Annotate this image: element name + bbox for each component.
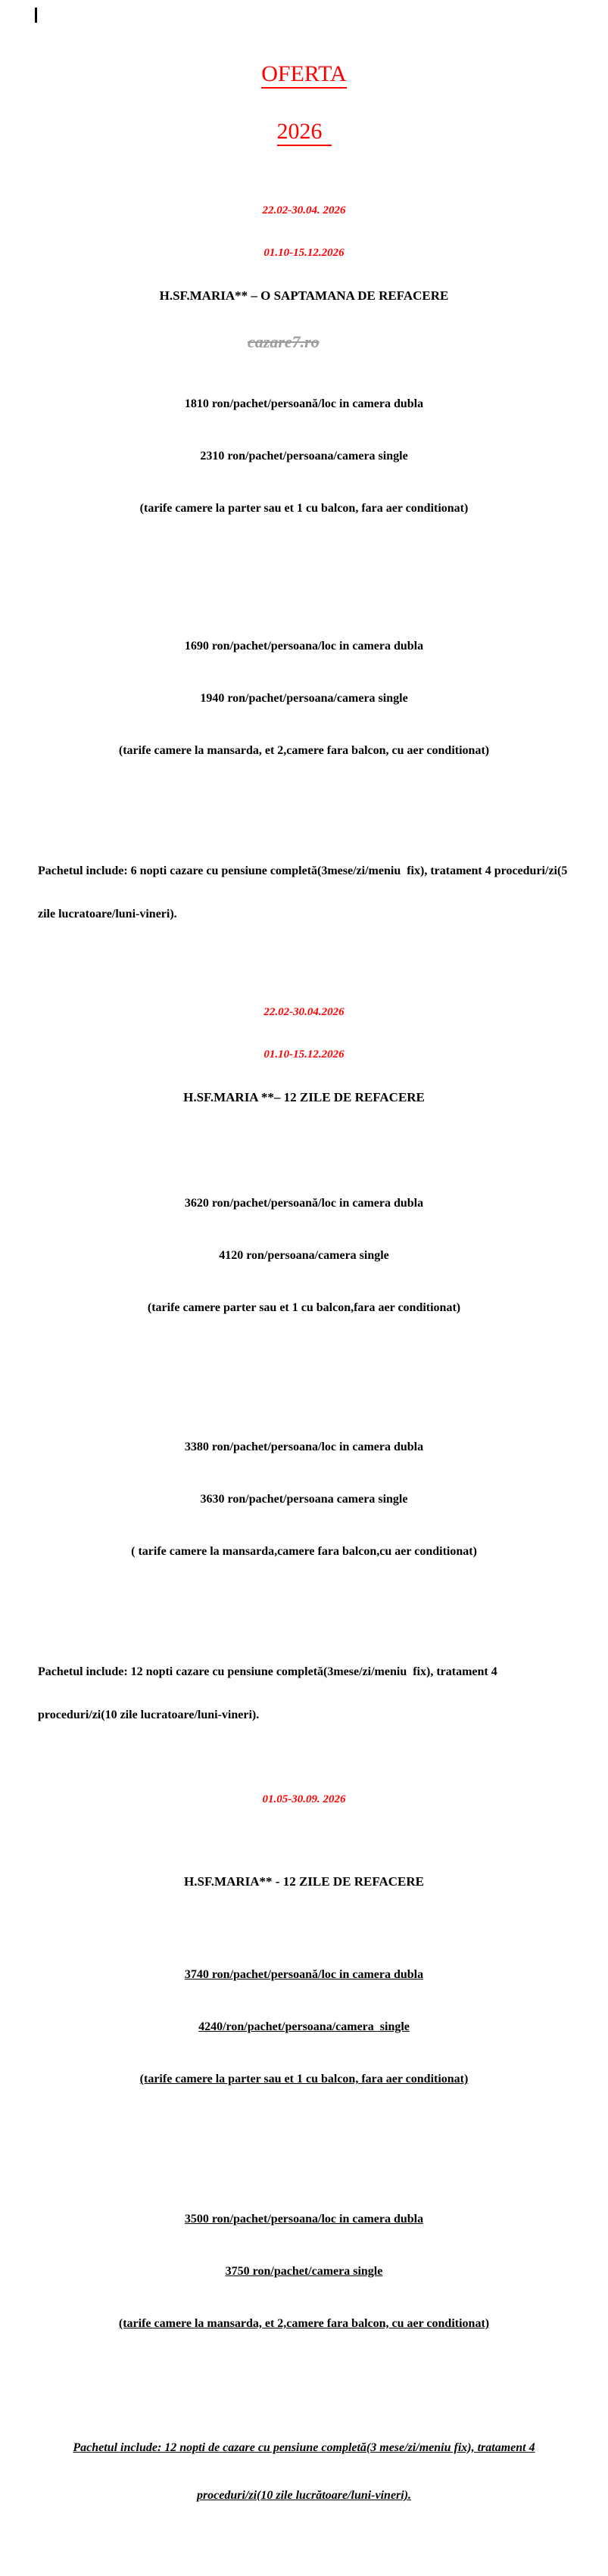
price-line: 4240/ron/pachet/persoana/camera single (198, 2020, 410, 2033)
watermark: cazare7.ro (248, 332, 320, 351)
price-line: 1940 ron/pachet/persoana/camera single (200, 692, 408, 705)
price-line: 4120 ron/persoana/camera single (219, 1249, 389, 1262)
package-note-line: Pachetul include: 12 nopti de cazare cu pensiune completă(3 mese/zi/meniu fix), tratament 4 (73, 2441, 535, 2454)
tariff-note-line: (tarife camere parter sau et 1 cu balcon,fara aer conditionat) (147, 1301, 461, 1314)
season-date: 01.10-15.12.2026 (263, 247, 345, 259)
package-note (38, 1636, 570, 1751)
package-note-line: Pachetul include: 12 nopti cazare cu pensiune completă(3mese/zi/meniu fix), tratament 4 (38, 1665, 497, 1678)
price-block (38, 603, 570, 794)
package-note-line: Pachetul include: 6 nopti cazare cu pensiune completă(3mese/zi/meniu fix), tratament 4 proceduri/zi(5 (38, 864, 568, 877)
price-line: 3630 ron/pachet/persoana camera single (200, 1493, 408, 1506)
season-date: 22.02-30.04. 2026 (262, 204, 346, 216)
price-block (38, 1403, 570, 1595)
price-block (38, 360, 570, 552)
package-note (38, 2408, 570, 2535)
page-title-text: OFERTA (261, 62, 346, 89)
season-date: 01.05-30.09. 2026 (262, 1793, 346, 1805)
section-heading: H.SF.MARIA** - 12 ZILE DE REFACERE (184, 1874, 424, 1889)
season-date: 01.10-15.12.2026 (263, 1048, 345, 1061)
page-title-year (38, 117, 570, 147)
tariff-note-line: (tarife camere la mansarda, et 2,camere fara balcon, cu aer conditionat) (118, 2317, 490, 2330)
package-note (38, 835, 570, 950)
section-heading: H.SF.MARIA** – O SAPTAMANA DE REFACERE (159, 288, 449, 303)
price-line: 3750 ron/pachet/camera single (225, 2265, 383, 2278)
season-date: 22.02-30.04.2026 (263, 1006, 345, 1018)
price-line: 3620 ron/pachet/persoană/loc in camera dubla (184, 1197, 424, 1210)
price-line: 1810 ron/pachet/persoană/loc in camera dubla (184, 397, 424, 410)
price-block (38, 1160, 570, 1351)
price-line: 3500 ron/pachet/persoana/loc in camera dubla (184, 2213, 424, 2226)
document-content (38, 0, 570, 2576)
tariff-note-line: (tarife camere la mansarda, et 2,camere fara balcon, cu aer conditionat) (118, 744, 490, 757)
package-note-line: proceduri/zi(10 zile lucrătoare/luni-vineri). (196, 2489, 412, 2502)
price-line: 1690 ron/pachet/persoana/loc in camera dubla (184, 640, 424, 653)
package-note-line: proceduri/zi(10 zile lucratoare/luni-vineri). (38, 1709, 260, 1721)
tariff-note-line: ( tarife camere la mansarda,camere fara balcon,cu aer conditionat) (131, 1545, 477, 1558)
price-block (38, 1931, 570, 2123)
tariff-note-line: (tarife camere la parter sau et 1 cu balcon, fara aer conditionat) (139, 502, 469, 515)
tariff-note-line: (tarife camere la parter sau et 1 cu balcon, fara aer conditionat) (139, 2073, 469, 2085)
package-note-line: zile lucratoare/luni-vineri). (38, 908, 177, 920)
section-heading: H.SF.MARIA **– 12 ZILE DE REFACERE (183, 1090, 425, 1104)
page-title (38, 59, 570, 89)
page-title-year-text: 2026 (277, 120, 332, 146)
text-cursor (35, 8, 37, 23)
price-line: 3740 ron/pachet/persoană/loc in camera dubla (184, 1968, 424, 1981)
price-line: 3380 ron/pachet/persoana/loc in camera dubla (184, 1441, 424, 1453)
price-block (38, 2176, 570, 2367)
price-line: 2310 ron/pachet/persoana/camera single (200, 450, 408, 463)
